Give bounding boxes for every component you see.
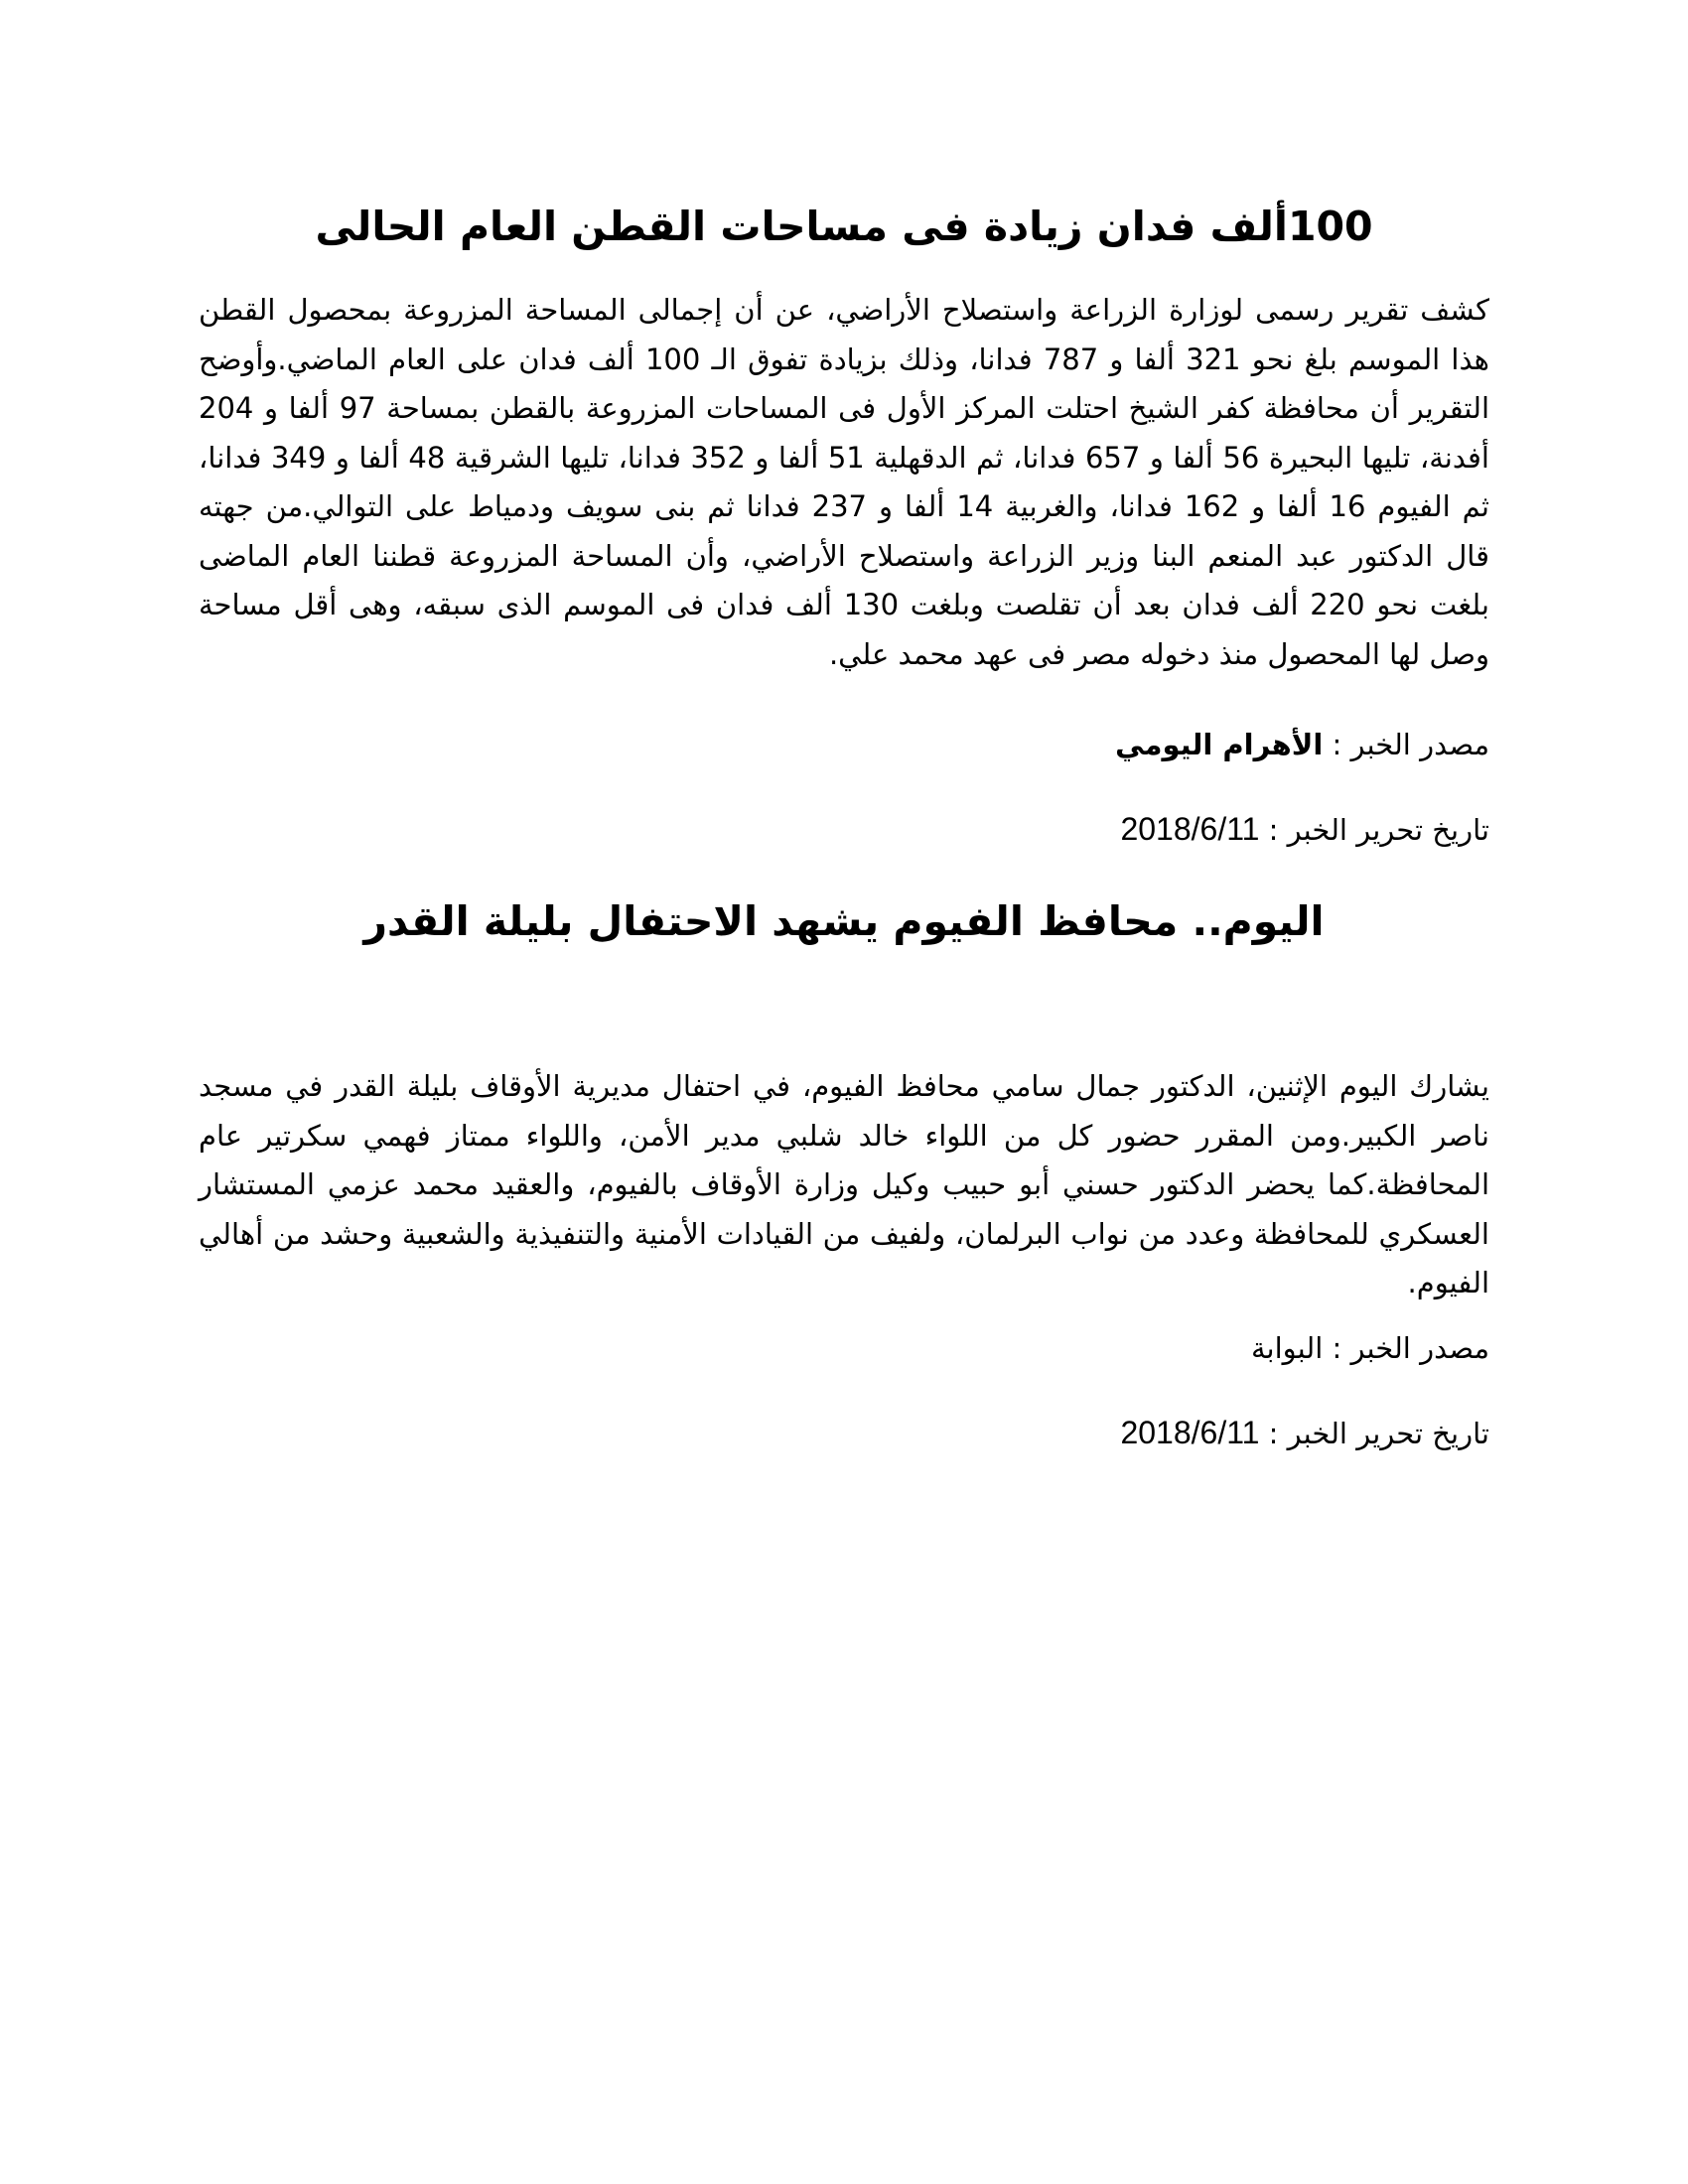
source-label: مصدر الخبر : (1323, 728, 1489, 761)
article-source (199, 725, 1489, 764)
date-value: 2018/6/11 (1120, 811, 1260, 847)
article-body: يشارك اليوم الإثنين، الدكتور جمال سامي محافظ الفيوم، في احتفال مديرية الأوقاف بليلة القدر في مسجد ناصر الكبير.ومن المقرر حضور كل من اللواء خالد شلبي مدير الأمن، واللواء ممتاز فهمي سكرتير عام المحافظة.كما يحضر الدكتور حسني أبو حبيب وكيل وزارة الأوقاف بالفيوم، والعقيد محمد عزمي المستشار العسكري للمحافظة وعدد من نواب البرلمان، ولفيف من القيادات الأمنية والتنفيذية والشعبية وحشد من أهالي الفيوم. (199, 1069, 1489, 1299)
source-value: الأهرام اليومي (1115, 728, 1324, 761)
source-value: البوابة (1250, 1331, 1324, 1365)
article-date (199, 1413, 1489, 1453)
article-date (199, 809, 1489, 850)
date-value: 2018/6/11 (1120, 1415, 1260, 1450)
article-title: 100ألف فدان زيادة فى مساحات القطن العام الحالى (315, 203, 1373, 250)
article-body: كشف تقرير رسمى لوزارة الزراعة واستصلاح الأراضي، عن أن إجمالى المساحة المزروعة بمحصول القطن هذا الموسم بلغ نحو 321 ألفا و 787 فدانا، وذلك بزيادة تفوق الـ 100 ألف فدان على العام الماضي.وأوضح التقرير أن محافظة كفر الشيخ احتلت المركز الأول فى المساحات المزروعة بالقطن بمساحة 97 ألفا و 204 أفدنة، تليها البحيرة 56 ألفا و 657 فدانا، ثم الدقهلية 51 ألفا و 352 فدانا، تليها الشرقية 48 ألفا و 349 فدانا، ثم الفيوم 16 ألفا و 162 فدانا، والغربية 14 ألفا و 237 فدانا ثم بنى سويف ودمياط على التوالي.من جهته قال الدكتور عبد المنعم البنا وزير الزراعة واستصلاح الأراضي، وأن المساحة المزروعة قطننا العام الماضى بلغت نحو 220 ألف فدان بعد أن تقلصت وبلغت 130 ألف فدان فى الموسم الذى سبقه، وهى أقل مساحة وصل لها المحصول منذ دخوله مصر فى عهد محمد علي. (199, 293, 1490, 671)
article-source (199, 1328, 1489, 1368)
source-label: مصدر الخبر : (1323, 1331, 1489, 1365)
date-label: تاريخ تحرير الخبر : (1259, 813, 1489, 847)
article-title: اليوم.. محافظ الفيوم يشهد الاحتفال بليلة القدر (363, 897, 1325, 945)
date-label: تاريخ تحرير الخبر : (1259, 1417, 1489, 1450)
